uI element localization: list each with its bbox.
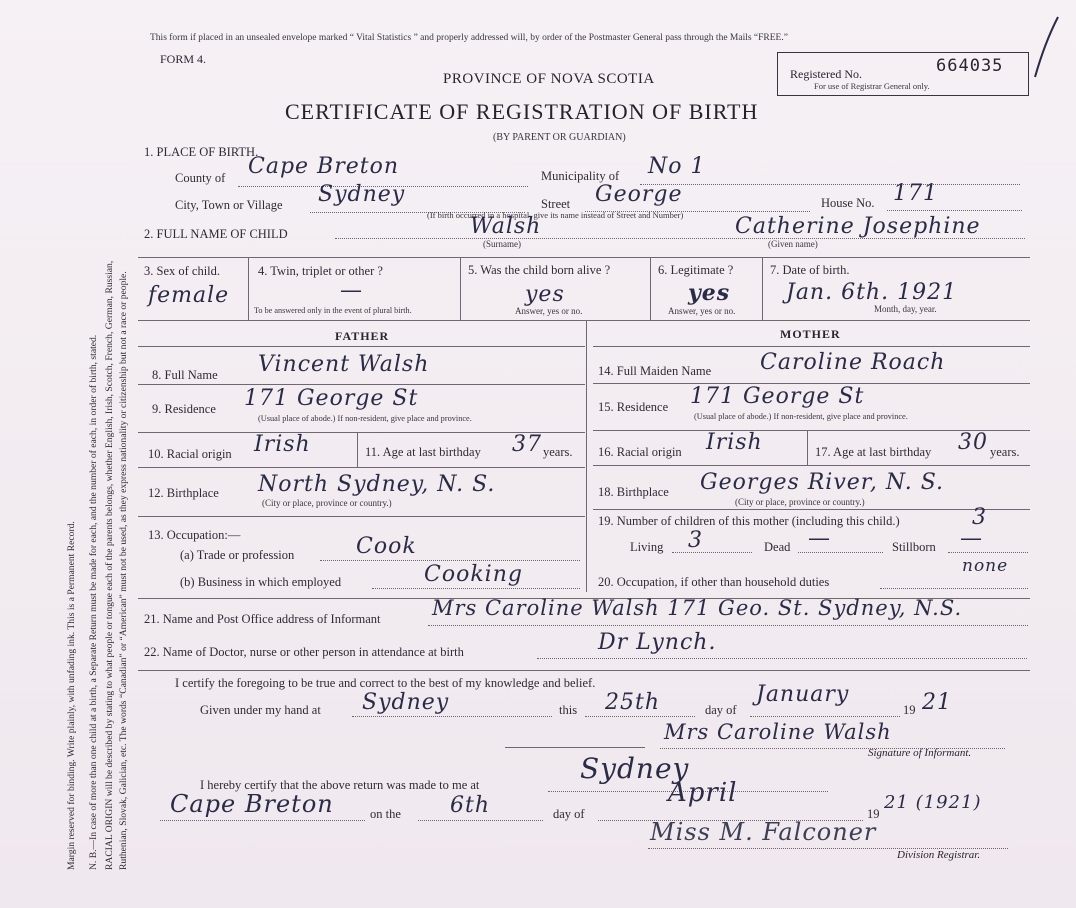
form-number: FORM 4. (160, 52, 207, 66)
registrar-on-label: on the (370, 807, 401, 821)
given-place-value: Sydney (362, 690, 450, 715)
mother-residence-label: 15. Residence (598, 400, 669, 414)
father-name-label: 8. Full Name (152, 368, 218, 382)
mother-birthplace-value: Georges River, N. S. (700, 470, 944, 495)
municipality-label: Municipality of (541, 169, 620, 183)
child-given-name: Catherine Josephine (735, 214, 981, 239)
children-count-value: 3 (972, 505, 987, 530)
father-heading: FATHER (335, 329, 390, 343)
hospital-note: (If birth occurred in a hospital, give its name instead of Street and Number) (427, 210, 684, 220)
sex-value: female (148, 283, 230, 308)
surname-caption: (Surname) (483, 239, 521, 249)
margin-note-binding: Margin reserved for binding. Write plainly, with unfading ink. This is a Permanent Record. (66, 521, 77, 870)
legitimate-note: Answer, yes or no. (668, 306, 736, 316)
business-label: (b) Business in which employed (180, 575, 342, 589)
informant-year-prefix: 19 (903, 703, 916, 717)
twin-label: 4. Twin, triplet or other ? (258, 264, 383, 278)
municipality-value: No 1 (648, 154, 706, 179)
registered-note: For use of Registrar General only. (814, 81, 930, 91)
city-value: Sydney (318, 182, 406, 207)
living-value: 3 (688, 528, 703, 553)
dead-label: Dead (764, 540, 791, 554)
legitimate-label: 6. Legitimate ? (658, 263, 734, 277)
date-of-birth-label: 7. Date of birth. (770, 263, 850, 277)
house-value: 171 (893, 181, 938, 206)
informant-year-value: 21 (922, 690, 952, 715)
trade-value: Cook (356, 534, 417, 559)
registered-number: 664035 (936, 56, 1004, 76)
registrar-county-value: Cape Breton (170, 790, 334, 818)
mother-occupation-label: 20. Occupation, if other than household duties (598, 575, 830, 589)
margin-note-racial-origin: RACIAL ORIGIN will be described by stating to what people or tongue each of the parents belongs, whether English, Irish, Scotch, French, German, Russian, (104, 260, 115, 870)
father-residence-value: 171 George St (244, 386, 419, 411)
legitimate-value: yes (688, 280, 731, 306)
children-count-label: 19. Number of children of this mother (including this child.) (598, 514, 900, 528)
father-birthplace-value: North Sydney, N. S. (258, 472, 496, 497)
father-race-value: Irish (254, 432, 311, 457)
county-value: Cape Breton (248, 154, 400, 179)
business-value: Cooking (424, 562, 523, 587)
mother-years: years. (990, 445, 1020, 459)
father-name-value: Vincent Walsh (258, 352, 430, 377)
father-residence-note: (Usual place of abode.) If non-resident, give place and province. (258, 414, 472, 423)
certify-text: I certify the foregoing to be true and correct to the best of my knowledge and belief. (175, 676, 596, 690)
mother-residence-value: 171 George St (690, 384, 865, 409)
date-of-birth-value: Jan. 6th. 1921 (786, 280, 958, 305)
this-label: this (559, 703, 578, 717)
mother-race-label: 16. Racial origin (598, 445, 682, 459)
mother-heading: MOTHER (780, 327, 841, 341)
mother-age-label: 17. Age at last birthday (815, 445, 932, 459)
informant-signature: Mrs Caroline Walsh (664, 720, 892, 744)
alive-label: 5. Was the child born alive ? (468, 263, 611, 277)
street-value: George (595, 182, 683, 207)
informant-day-label: day of (705, 703, 737, 717)
registered-number-box (777, 52, 1029, 96)
mother-name-label: 14. Full Maiden Name (598, 364, 712, 378)
stillborn-label: Stillborn (892, 540, 936, 554)
stillborn-value: — (960, 526, 983, 551)
mother-birthplace-note: (City or place, province or country.) (735, 497, 865, 507)
living-label: Living (630, 540, 664, 554)
county-label: County of (175, 171, 226, 185)
registrar-year-value: 21 (1921) (884, 792, 982, 813)
twin-note: To be answered only in the event of plural birth. (254, 306, 412, 315)
date-of-birth-note: Month, day, year. (874, 304, 937, 314)
registrar-text: I hereby certify that the above return was made to me at (200, 778, 480, 792)
informant-day-value: 25th (605, 690, 661, 715)
city-label: City, Town or Village (175, 198, 283, 212)
registrar-day-label: day of (553, 807, 585, 821)
certificate-subtitle: (BY PARENT OR GUARDIAN) (493, 132, 626, 143)
twin-value: — (340, 278, 363, 303)
registrar-place-value: Sydney (580, 752, 690, 785)
mail-notice: This form if placed in an unsealed envelope marked “ Vital Statistics ” and properly addressed will, by order of the Postmaster General pass through the Mails “FREE.” (150, 33, 788, 43)
sex-label: 3. Sex of child. (144, 264, 221, 278)
trade-label: (a) Trade or profession (180, 548, 295, 562)
mother-race-value: Irish (706, 430, 763, 455)
father-birthplace-label: 12. Birthplace (148, 486, 219, 500)
signature-caption: Signature of Informant. (868, 747, 972, 759)
street-label: Street (541, 197, 571, 211)
father-race-label: 10. Racial origin (148, 447, 232, 461)
mother-age-value: 30 (958, 430, 988, 455)
house-label: House No. (821, 196, 875, 210)
doctor-label: 22. Name of Doctor, nurse or other person in attendance at birth (144, 645, 464, 659)
informant-value: Mrs Caroline Walsh 171 Geo. St. Sydney, N.S. (432, 596, 963, 620)
margin-note-multiple-births: N. B.—In case of more than one child at a birth, a Separate Return must be made for each, and the number of each, in order of birth, stated. (88, 334, 99, 870)
alive-value: yes (525, 282, 565, 307)
registrar-caption: Division Registrar. (897, 849, 981, 861)
check-mark-icon (1025, 12, 1065, 82)
dead-value: — (808, 526, 831, 551)
margin-note-racial-origin-cont: Ruthenian, Slovak, Galician, etc. The words “Canadian” or “American” must not be used, as they express nationality or citizenship but not a race or people. (118, 271, 129, 870)
father-age-label: 11. Age at last birthday (365, 445, 481, 459)
father-years: years. (543, 445, 573, 459)
alive-note: Answer, yes or no. (515, 306, 583, 316)
father-birthplace-note: (City or place, province or country.) (262, 498, 392, 508)
mother-name-value: Caroline Roach (760, 350, 946, 375)
certificate-title: CERTIFICATE OF REGISTRATION OF BIRTH (285, 99, 759, 124)
registered-label: Registered No. (790, 67, 862, 81)
informant-month-value: January (756, 682, 850, 707)
mother-birthplace-label: 18. Birthplace (598, 485, 669, 499)
mother-residence-note: (Usual place of abode.) If non-resident, give place and province. (694, 412, 908, 421)
mother-occupation-value: none (962, 556, 1009, 576)
informant-label: 21. Name and Post Office address of Informant (144, 612, 381, 626)
given-name-caption: (Given name) (768, 239, 818, 249)
registrar-day-value: 6th (450, 793, 491, 818)
province-title: PROVINCE OF NOVA SCOTIA (443, 71, 655, 87)
registrar-signature: Miss M. Falconer (650, 818, 877, 846)
registrar-year-prefix: 19 (867, 807, 880, 821)
place-of-birth-heading: 1. PLACE OF BIRTH. (144, 145, 259, 159)
registrar-month-value: April (668, 778, 738, 808)
doctor-value: Dr Lynch. (598, 630, 717, 655)
given-under-label: Given under my hand at (200, 703, 321, 717)
child-surname: Walsh (470, 214, 542, 239)
father-residence-label: 9. Residence (152, 402, 216, 416)
father-age-value: 37 (512, 432, 542, 457)
child-name-label: 2. FULL NAME OF CHILD (144, 227, 288, 241)
father-occupation-label: 13. Occupation:— (148, 528, 241, 542)
